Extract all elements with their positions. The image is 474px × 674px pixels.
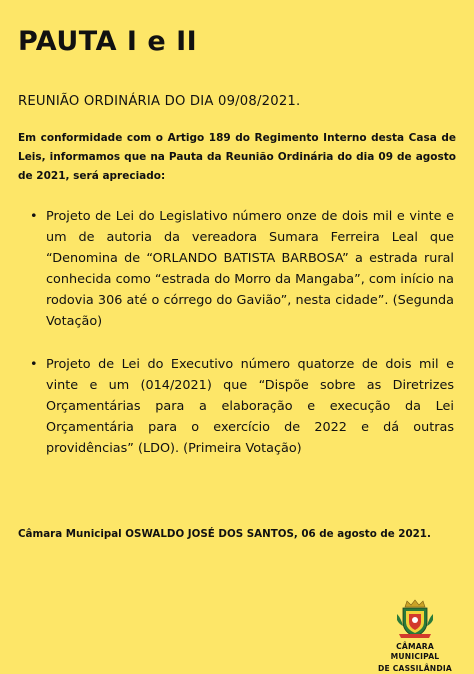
bullet-icon: • xyxy=(30,357,38,372)
agenda-item xyxy=(30,206,454,332)
page-title: PAUTA I e II xyxy=(18,26,198,57)
chamber-seal xyxy=(374,598,456,674)
intro-paragraph: Em conformidade com o Artigo 189 do Regimento Interno desta Casa de Leis, informamos que na Pauta da Reunião Ordinária do dia 09 de agosto de 2021, será apreciado: xyxy=(18,132,456,182)
agenda-list xyxy=(30,206,454,481)
meeting-date-subtitle: REUNIÃO ORDINÁRIA DO DIA 09/08/2021. xyxy=(18,94,301,109)
seal-name-line-2: DE CASSILÂNDIA xyxy=(378,664,452,673)
signature-line: Câmara Municipal OSWALDO JOSÉ DOS SANTOS, 06 de agosto de 2021. xyxy=(18,528,431,540)
agenda-item-text: Projeto de Lei do Executivo número quatorze de dois mil e vinte e um (014/2021) que “Dispõe sobre as Diretrizes Orçamentárias para a elaboração e execução da Lei Orçamentária para o exercício de 2022 e dá outras providências” (LDO). (Primeira Votação) xyxy=(46,357,454,456)
coat-of-arms-icon xyxy=(393,598,437,640)
bullet-icon: • xyxy=(30,209,38,224)
agenda-item xyxy=(30,354,454,459)
agenda-item-text: Projeto de Lei do Legislativo número onze de dois mil e vinte e um de autoria da vereadora Sumara Ferreira Leal que “Denomina de “ORLANDO BATISTA BARBOSA” a estrada rural conhecida como “estrada do Morro da Mangaba”, com início na rodovia 306 até o córrego do Gavião”, nesta cidade”. (Segunda Votação) xyxy=(46,209,454,329)
seal-name-line-1: CÂMARA MUNICIPAL xyxy=(390,642,440,661)
